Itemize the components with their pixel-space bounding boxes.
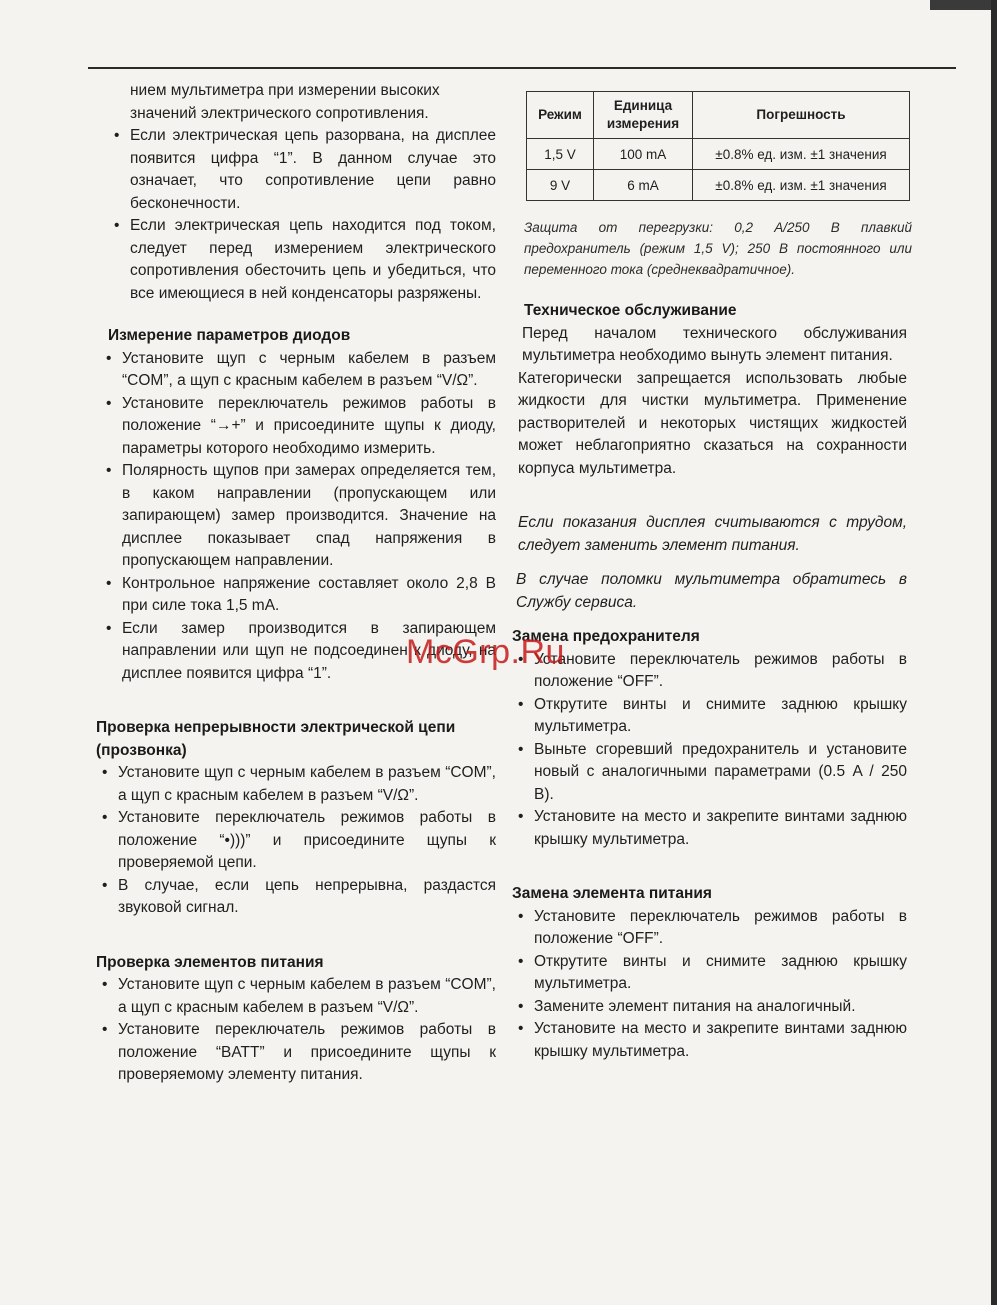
section-title-continuity: Проверка непрерывности электрической цепи (прозвонка) [96, 719, 456, 759]
list-item: • В случае, если цепь непрерывна, раздастся звуковой сигнал. [96, 875, 496, 920]
resistance-notes-list [96, 125, 496, 305]
list-item: • Установите переключатель режимов работы в положение “BATT” и присоедините щупы к проверяемому элементу питания. [96, 1019, 496, 1087]
list-item: • Контрольное напряжение составляет около 2,8 В при силе тока 1,5 mA. [100, 573, 496, 618]
list-item: • Установите щуп с черным кабелем в разъем “COM”, а щуп с красным кабелем в разъем “V/Ω”. [96, 762, 496, 807]
italic-note: В случае поломки мультиметра обратитесь в Службу сервиса. [516, 571, 907, 611]
section-title-battery-replace: Замена элемента питания [512, 885, 712, 902]
section-title-battery-check: Проверка элементов питания [96, 953, 324, 971]
list-item: • Установите на место и закрепите винтами заднюю крышку мультиметра. [512, 1018, 907, 1063]
table-cell: 1,5 V [527, 139, 594, 170]
list-item: • Установите переключатель режимов работы в положение “OFF”. [512, 649, 907, 694]
table-header: Режим [527, 92, 594, 139]
table-header-row [527, 92, 910, 139]
section-title-maintenance: Техническое обслуживание [524, 302, 737, 319]
battery-check-list [96, 974, 496, 1087]
maintenance-paragraph: Категорически запрещается использовать любые жидкости для чистки мультиметра. Применение растворителей и некоторых чистящих жидкостей может неблагоприятно сказаться на сохранности корпуса мультиметра. [518, 369, 907, 477]
list-item: • Если электрическая цепь разорвана, на дисплее появится цифра “1”. В данном случае это означает, что сопротивление цепи равно бесконечности. [108, 125, 496, 215]
list-item: • Замените элемент питания на аналогичный. [512, 996, 907, 1019]
list-item: • Если электрическая цепь находится под током, следует перед измерением электрического сопротивления обесточить цепь и убедиться, что все имеющиеся в ней конденсаторы разряжены. [108, 215, 496, 305]
right-column [512, 300, 907, 1063]
table-cell: 100 mA [594, 139, 693, 170]
intro-line: нием мультиметра при измерении высоких [130, 82, 440, 99]
table-header: Единица измерения [594, 92, 693, 139]
section-title-diodes: Измерение параметров диодов [108, 327, 351, 344]
page-edge-shadow-right [991, 0, 997, 1305]
overload-protection-note: Защита от перегрузки: 0,2 A/250 В плавкий предохранитель (режим 1,5 V); 250 В постоянного или переменного тока (среднеквадратичное). [524, 220, 912, 277]
list-item: • Установите щуп с черным кабелем в разъем “COM”, а щуп с красным кабелем в разъем “V/Ω”. [96, 974, 496, 1019]
battery-replace-list [512, 906, 907, 1064]
list-item: • Если замер производится в запирающем направлении или щуп не подсоединен к диоду, на дисплее появится цифра “1”. [100, 618, 496, 686]
table-header: Погрешность [693, 92, 910, 139]
table-cell: 9 V [527, 170, 594, 201]
list-item: • Полярность щупов при замерах определяется тем, в каком направлении (пропускающем или запирающем) замер производится. Значение на дисплее показывает спад напряжения в пропускающем направлении. [100, 460, 496, 573]
list-item: • Установите переключатель режимов работы в положение “→+” и присоедините щупы к диоду, параметры которого необходимо измерить. [100, 393, 496, 461]
list-item: • Открутите винты и снимите заднюю крышку мультиметра. [512, 694, 907, 739]
fuse-list [512, 649, 907, 852]
watermark: McGrp.Ru [406, 633, 565, 671]
section-title-fuse: Замена предохранителя [512, 628, 700, 645]
table-cell: 6 mA [594, 170, 693, 201]
maintenance-paragraph: Перед началом технического обслуживания мультиметра необходимо вынуть элемент питания. [522, 324, 907, 364]
list-item: • Установите переключатель режимов работы в положение “OFF”. [512, 906, 907, 951]
page-edge-shadow-top [930, 0, 997, 10]
italic-note: Если показания дисплея считываются с трудом, следует заменить элемент питания. [518, 514, 907, 554]
continuity-list [96, 762, 496, 920]
list-item: • Открутите винты и снимите заднюю крышку мультиметра. [512, 951, 907, 996]
table-cell: ±0.8% ед. изм. ±1 значения [693, 139, 910, 170]
list-item: • Установите переключатель режимов работы в положение “•)))” и присоедините щупы к проверяемой цепи. [96, 807, 496, 875]
intro-line: значений электрического сопротивления. [130, 104, 429, 122]
list-item: • Выньте сгоревший предохранитель и установите новый с аналогичными параметрами (0.5 A / 250 В). [512, 739, 907, 807]
header-rule [88, 67, 956, 69]
table-cell: ±0.8% ед. изм. ±1 значения [693, 170, 910, 201]
table-row [527, 170, 910, 201]
list-item: • Установите щуп с черным кабелем в разъем “COM”, а щуп с красным кабелем в разъем “V/Ω”. [100, 348, 496, 393]
left-column [96, 80, 496, 1087]
list-item: • Установите на место и закрепите винтами заднюю крышку мультиметра. [512, 806, 907, 851]
table-row [527, 139, 910, 170]
battery-test-spec-table [526, 91, 910, 201]
